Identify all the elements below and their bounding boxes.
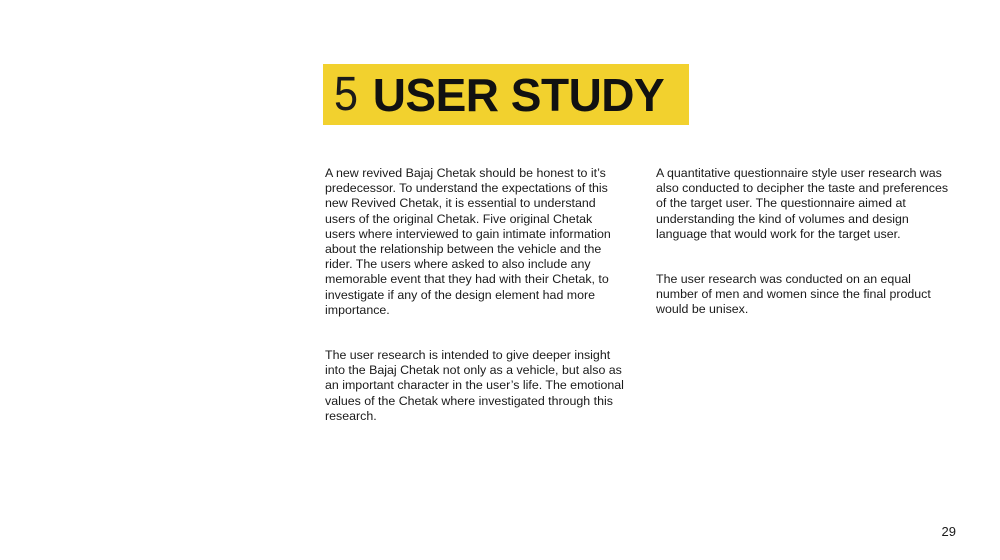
section-number: 5 [334, 67, 359, 121]
paragraph: The user research is intended to give deeper insight into the Bajaj Chetak not only as a vehicle, but also as an important character in the user’s life. The emotional values of the Chetak where investigated through this research. [325, 348, 624, 423]
section-title: USER STUDY [372, 68, 665, 121]
right-text-column [656, 166, 956, 348]
left-text-column [325, 166, 625, 454]
paragraph: The user research was conducted on an equal number of men and women since the final product would be unisex. [656, 272, 931, 317]
page-number: 29 [941, 524, 956, 539]
paragraph: A quantitative questionnaire style user research was also conducted to decipher the taste and preferences of the target user. The questionnaire aimed at understanding the kind of volumes and design language that would work for the target user. [656, 166, 949, 241]
section-title-banner [323, 64, 689, 125]
paragraph: A new revived Bajaj Chetak should be honest to it’s predecessor. To understand the expectations of this new Revived Chetak, it is essential to understand users of the original Chetak. Five original Chetak users where interviewed to gain intimate information about the relationship between the vehicle and the rider. The users where asked to also include any memorable event that they had with their Chetak, to investigate if any of the design element had more importance. [325, 166, 611, 317]
